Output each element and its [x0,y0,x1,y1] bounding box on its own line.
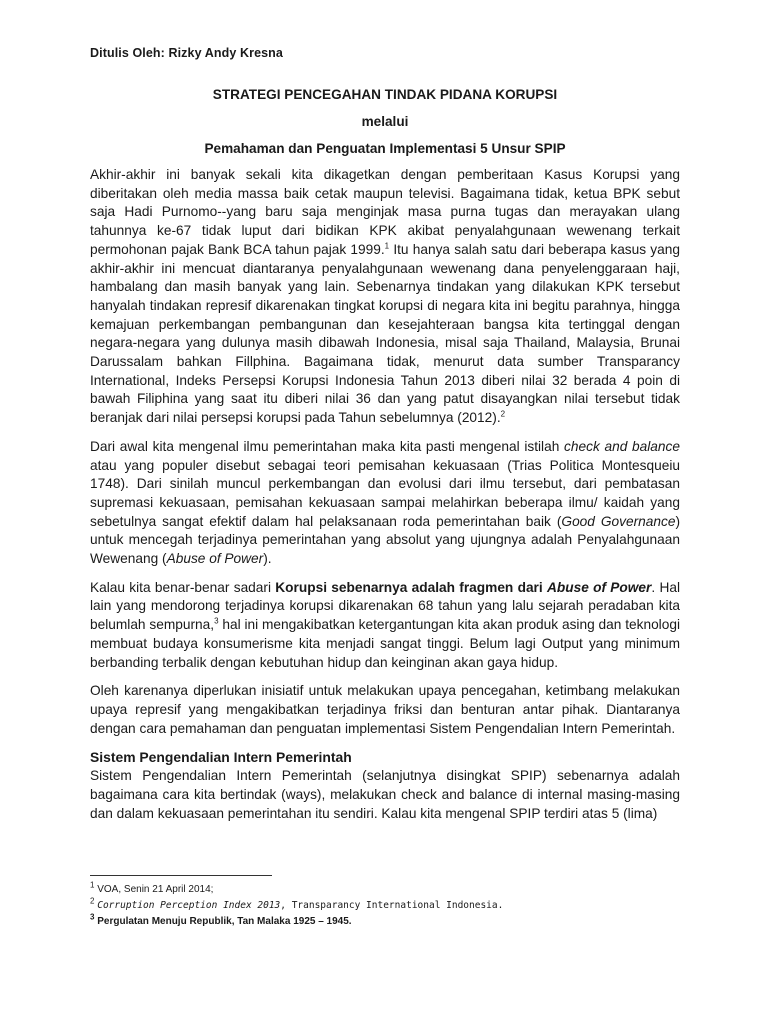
footnote-1-text: VOA, Senin 21 April 2014; [94,884,214,895]
paragraph-3 [90,579,680,673]
paragraph-3-text-b: . Hal lain yang mendorong terjadinya korupsi dikarenakan 68 tahun yang lalu sejarah peradaban kita belumlah sempurna, [90,579,680,633]
footnote-2-number: 2 [90,896,95,906]
document-subtitle: melalui [361,114,409,129]
footnote-3 [90,914,680,930]
footnote-2 [90,898,680,914]
footnote-divider [90,875,272,876]
footnote-1 [90,882,680,898]
author-line: Ditulis Oleh: Rizky Andy Kresna [90,46,283,60]
paragraph-3-strong-em: Abuse of Power [546,579,652,595]
paragraph-2 [90,438,680,569]
document-title: STRATEGI PENCEGAHAN TINDAK PIDANA KORUPSI [212,87,558,102]
paragraph-1 [90,166,680,428]
paragraph-1-text-a: Akhir-akhir ini banyak sekali kita dikagetkan dengan pemberitaan Kasus Korupsi yang diberitakan oleh media massa baik cetak maupun televisi. Bagaimana tidak, ketua BPK sebut saja Hadi Purnomo--yang baru saja menginjak masa purna tugas dan merayakan ulang tahunnya ke-67 tidak luput dari bidikan KPK akibat penyalahgunaan wewenang terkait permohonan pajak Bank BCA tahun pajak 1999. [90,167,680,257]
footnote-ref-2: 2 [500,409,506,419]
paragraph-2-em-3: Abuse of Power [166,551,264,567]
paragraph-2-text-c: ) untuk mencegah terjadinya pemerintahan yang absolut yang ujungnya adalah Penyalahgunaan Wewenang ( [90,513,680,567]
paragraph-2-em-2: Good Governance [561,513,676,529]
footnotes [90,882,680,930]
paragraph-3-text-a: Kalau kita benar-benar sadari [90,579,276,595]
paragraph-1-text-b: Itu hanya salah satu dari beberapa kasus yang akhir-akhir ini mencuat diantaranya penyalahgunaan wewenang dana penyelenggaraan haji, hambalang dan masih banyak yang lain. Sebenarnya tindakan yang dilakukan KPK tersebut hanyalah tindakan represif dikarenakan tingkat korupsi di negara kita ini begitu parahnya, hingga kemajuan perkembangan pembangunan dan kesejahteraan bangsa kita tertinggal dengan negara-negara yang dulunya masih dibawah Indonesia, misal saja Thailand, Malaysia, Brunai Darussalam bahkan Fillphina. Bagaimana tidak, menurut data sumber Transparancy International, Indeks Persepsi Korupsi Indonesia Tahun 2013 diberi nilai 32 berada 4 poin di bawah Filiphina yang saat itu diberi nilai 36 dan yang patut disayangkan nilai tersebut tidak beranjak dari nilai persepsi korupsi pada Tahun sebelumnya (2012). [90,241,680,426]
paragraph-2-em-1: check and balance [564,438,680,454]
paragraph-2-text-a: Dari awal kita mengenal ilmu pemerintahan maka kita pasti mengenal istilah [90,438,565,454]
document-body [90,86,680,833]
footnote-2-text: , Transparancy International Indonesia. [280,900,504,911]
paragraph-5: Sistem Pengendalian Intern Pemerintah (selanjutnya disingkat SPIP) sebenarnya adalah bagaimana cara kita bertindak (ways), melakukan check and balance di internal masing-masing dan dalam kekuasaan pemerintahan itu sendiri. Kalau kita mengenal SPIP terdiri atas 5 (lima) [90,768,680,821]
paragraph-3-text-c: hal ini mengakibatkan ketergantungan kita akan produk asing dan teknologi membuat budaya konsumerisme kita menjadi sangat tinggi. Belum lagi Output yang minimum berbanding terbalik dengan kebutuhan hidup dan keinginan akan gaya hidup. [90,617,680,670]
section-heading: Sistem Pengendalian Intern Pemerintah [90,749,352,766]
paragraph-3-strong: Korupsi sebenarnya adalah fragmen dari [275,579,547,595]
footnote-1-number: 1 [90,880,95,890]
paragraph-4: Oleh karenanya diperlukan inisiatif untuk melakukan upaya pencegahan, ketimbang melakukan upaya represif yang mengakibatkan terjadinya friksi dan benturan antar pihak. Diantaranya dengan cara pemahaman dan penguatan implementasi Sistem Pengendalian Intern Pemerintah. [90,683,680,736]
footnote-ref-1: 1 [384,241,390,251]
paragraph-2-text-b: atau yang populer disebut sebagai teori pemisahan kekuasaan (Trias Politica Montesqueiu 1748). Dari sinilah muncul perkembangan dan evolusi dari ilmu tersebut, dari pembatasan supremasi kekuasaan, pemisahan kekuasaan sampai melahirkan beberapa ilmu/ kaidah yang sebetulnya sangat efektif dalam hal pelaksanaan roda pemerintahan baik ( [90,457,680,529]
footnote-ref-3: 3 [214,616,219,626]
footnote-2-title: Corruption Perception Index 2013 [97,900,281,911]
footnote-3-text: Pergulatan Menuju Republik, Tan Malaka 1925 – 1945. [94,916,352,927]
document-subtitle-topic: Pemahaman dan Penguatan Implementasi 5 Unsur SPIP [204,141,566,156]
paragraph-2-text-d: ). [263,551,272,567]
footnote-3-number: 3 [90,912,95,922]
